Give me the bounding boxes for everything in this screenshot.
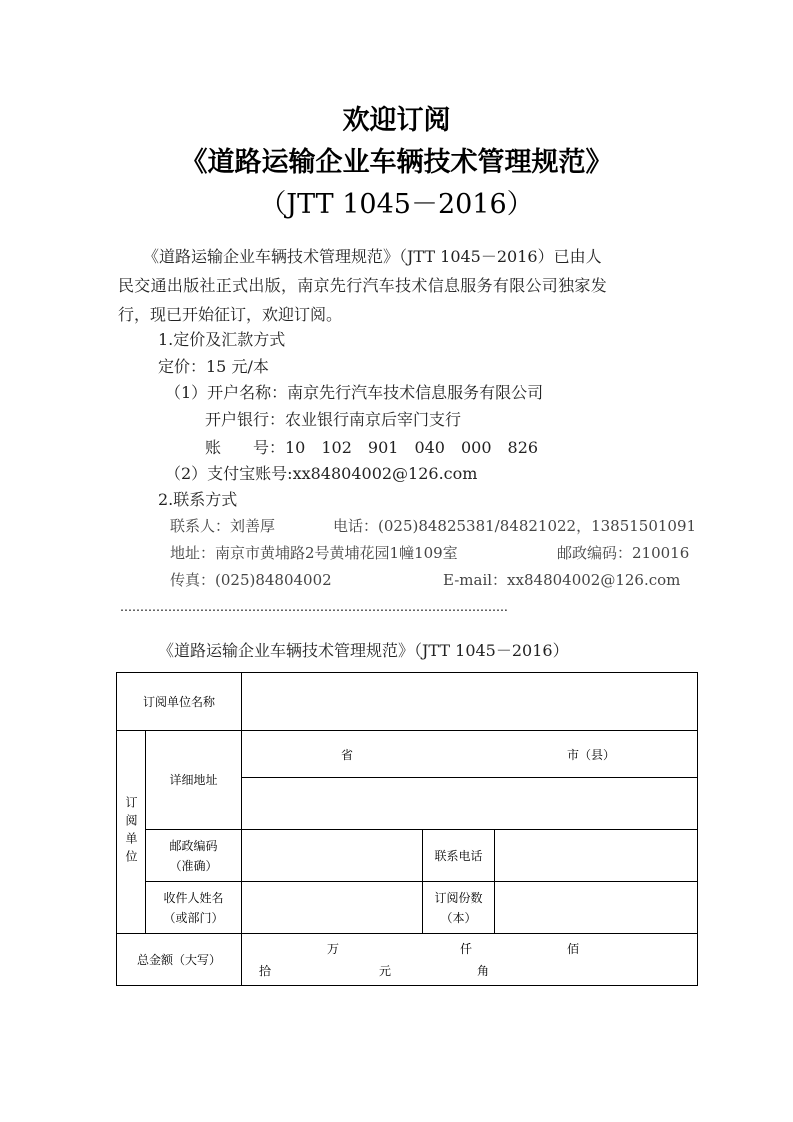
account-number: 账 号：10 102 901 040 000 826 <box>205 438 539 457</box>
email: E-mail：xx84804002@126.com <box>443 571 681 589</box>
unit-name-field[interactable] <box>241 672 698 731</box>
street-address-field[interactable] <box>241 777 698 830</box>
city-label: 市（县） <box>567 748 616 762</box>
label-postcode: 邮政编码（准确） <box>145 829 242 882</box>
intro-line: 民交通出版社正式出版，南京先行汽车技术信息服务有限公司独家发 <box>118 276 608 295</box>
title-welcome: 欢迎订阅 <box>342 105 451 136</box>
intro-line: 《道路运输企业车辆技术管理规范》（JTT 1045－2016）已由人 <box>143 247 602 266</box>
unit-bai: 佰 <box>567 942 580 956</box>
province-label: 省 <box>341 748 354 762</box>
label-recipient: 收件人姓名（或部门） <box>145 881 242 934</box>
form-title: 《道路运输企业车辆技术管理规范》（JTT 1045－2016） <box>158 641 569 660</box>
section1-heading: 1.定价及汇款方式 <box>158 330 286 349</box>
price: 定价：15 元/本 <box>158 357 269 376</box>
label-phone: 联系电话 <box>422 829 495 882</box>
cut-line: ……………………………………………………………………………………. <box>120 600 508 614</box>
unit-jiao: 角 <box>477 964 490 978</box>
postcode: 邮政编码：210016 <box>557 544 690 562</box>
label-unit-side: 订阅单位 <box>116 730 146 934</box>
account-name: （1）开户名称：南京先行汽车技术信息服务有限公司 <box>165 383 544 402</box>
address: 地址：南京市黄埔路2号黄埔花园1幢109室 <box>170 544 458 562</box>
title-standard: （JTT 1045－2016） <box>259 189 534 220</box>
recipient-field[interactable] <box>241 881 423 934</box>
label-total: 总金额（大写） <box>116 933 242 986</box>
phone: 电话：(025)84825381/84821022，13851501091 <box>333 517 697 535</box>
unit-shi: 拾 <box>259 964 272 978</box>
intro-line: 行，现已开始征订，欢迎订阅。 <box>118 305 343 324</box>
postcode-field[interactable] <box>241 829 423 882</box>
unit-qian: 仟 <box>460 942 473 956</box>
unit-wan: 万 <box>327 942 340 956</box>
contact-person: 联系人：刘善厚 <box>170 517 276 535</box>
label-copies: 订阅份数（本） <box>422 881 495 934</box>
copies-field[interactable] <box>494 881 698 934</box>
unit-yuan: 元 <box>379 964 392 978</box>
label-unit-name: 订阅单位名称 <box>116 672 242 731</box>
alipay: （2）支付宝账号:xx84804002@126.com <box>165 464 478 483</box>
phone-field[interactable] <box>494 829 698 882</box>
province-city-field[interactable] <box>241 730 698 778</box>
section2-heading: 2.联系方式 <box>158 490 238 509</box>
bank: 开户银行：农业银行南京后宰门支行 <box>205 410 462 429</box>
title-book: 《道路运输企业车辆技术管理规范》 <box>180 147 613 178</box>
fax: 传真：(025)84804002 <box>170 571 332 589</box>
label-address: 详细地址 <box>145 730 242 830</box>
